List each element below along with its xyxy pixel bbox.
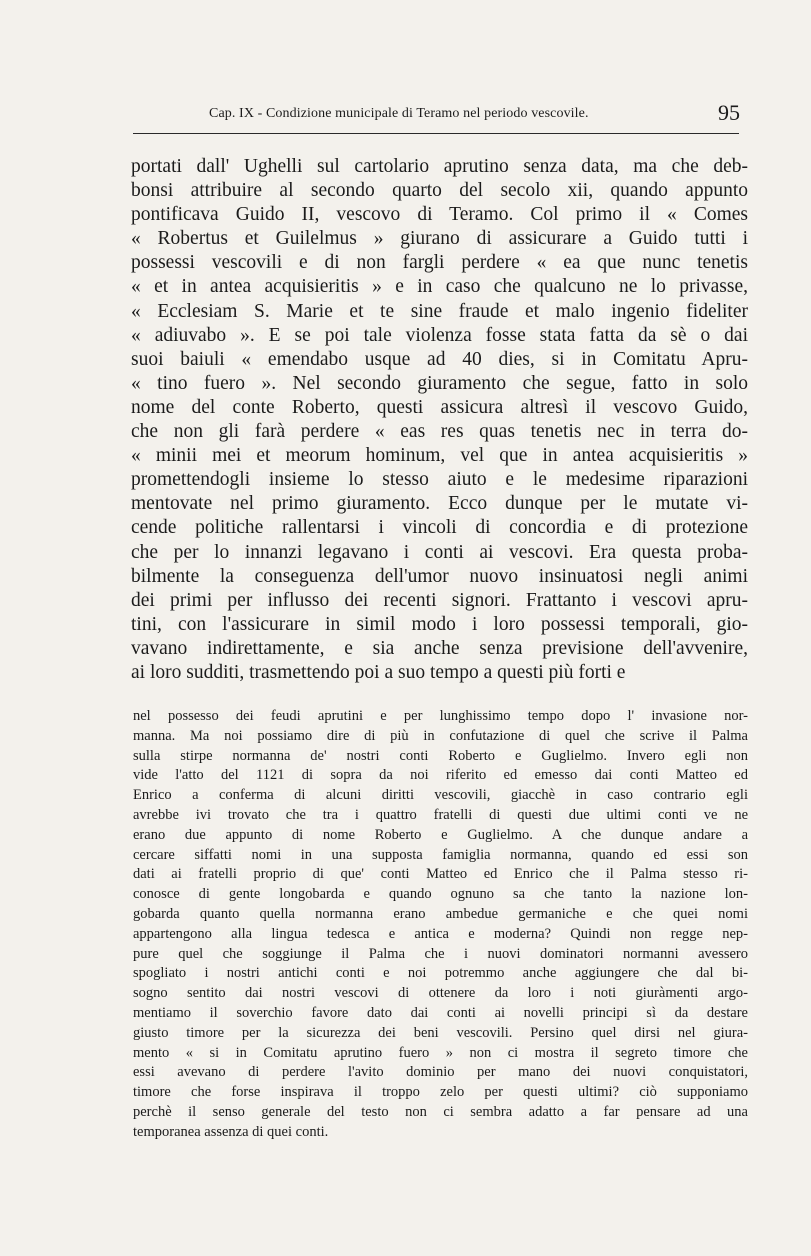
footnote-line: conosce di gente longobarda e quando ognuno sa che tanto la nazione lon- [133, 886, 748, 903]
body-line: « Ecclesiam S. Marie et te sine fraude et malo ingenio fideliter [131, 300, 748, 322]
footnote-line: avrebbe ivi trovato che tra i quattro fratelli di questi due ultimi conti ve ne [133, 806, 748, 823]
footnote-line: dati ai fratelli proprio di que' conti Matteo ed Enrico che il Palma stesso ri- [133, 866, 748, 883]
footnote-line: erano due appunto di nome Roberto e Guglielmo. A che dunque andare a [133, 826, 748, 843]
footnote-line: Enrico a conferma di alcuni diritti vescovili, giacchè in caso contrario egli [133, 787, 748, 804]
body-line: « et in antea acquisieritis » e in caso che qualcuno ne lo privasse, [131, 276, 748, 298]
footnote-line: perchè il senso generale del testo non ci sembra adatto a far pensare ad una [133, 1103, 748, 1120]
body-line: che per lo innanzi legavano i conti ai vescovi. Era questa proba- [131, 541, 748, 563]
footnote-line: gobarda quanto quella normanna erano ambedue germaniche e che quei nomi [133, 905, 748, 922]
footnote-line: cercare siffatti nomi in una supposta famiglia normanna, quando ed essi son [133, 846, 748, 863]
body-line: cende politiche rallentarsi i vincoli di concordia e di protezione [131, 517, 748, 539]
body-line: vavano indirettamente, e sia anche senza previsione dell'avvenire, [131, 637, 748, 659]
header-rule [133, 133, 739, 134]
page-number: 95 [718, 100, 740, 125]
running-header [133, 100, 748, 128]
body-line: bonsi attribuire al secondo quarto del secolo xii, quando appunto [131, 180, 748, 202]
body-line: bilmente la conseguenza dell'umor nuovo insinuatosi negli animi [131, 565, 748, 587]
body-line: portati dall' Ughelli sul cartolario aprutino senza data, ma che deb- [131, 156, 748, 177]
footnote-line: giusto timore per la sicurezza dei beni vescovili. Persino quel dirsi nel giura- [133, 1024, 748, 1041]
body-line: suoi baiuli « emendabo usque ad 40 dies, si in Comitatu Apru- [131, 348, 748, 370]
footnote-line: timore che forse inspirava il troppo zelo per questi ultimi? ciò supponiamo [133, 1084, 748, 1101]
footnote-line: mento « si in Comitatu aprutino fuero » non ci mostra il segreto timore che [133, 1044, 748, 1061]
chapter-title: Cap. IX - Condizione municipale di Teramo nel periodo vescovile. [209, 106, 589, 121]
footnote-line: manna. Ma noi possiamo dire di più in confutazione di quel che scrive il Palma [133, 727, 748, 744]
body-line: tini, con l'assicurare in simil modo i loro possessi temporali, gio- [131, 613, 748, 635]
footnote-line: temporanea assenza di quei conti. [133, 1123, 329, 1140]
body-line: « adiuvabo ». E se poi tale violenza fosse stata fatta da sè o dai [131, 324, 748, 346]
body-line: mentovate nel primo giuramento. Ecco dunque per le mutate vi- [131, 493, 748, 515]
footnote-line: pure quel che soggiunge il Palma che i nuovi dominatori normanni avessero [133, 945, 748, 962]
body-line: dei primi per influsso dei recenti signori. Frattanto i vescovi apru- [131, 589, 748, 611]
body-line: promettendogli insieme lo stesso aiuto e le medesime riparazioni [131, 469, 748, 491]
footnote-line: mentiamo il soverchio favore dato dai conti ai novelli principi sì da destare [133, 1004, 748, 1021]
body-line: possessi vescovili e di non fargli perdere « ea que nunc tenetis [131, 252, 748, 274]
main-text [131, 155, 748, 685]
body-line: « Robertus et Guilelmus » giurano di assicurare a Guido tutti i [131, 228, 748, 250]
footnote-line: sulla stirpe normanna de' nostri conti Roberto e Guglielmo. Invero egli non [133, 747, 748, 764]
body-line: « tino fuero ». Nel secondo giuramento che segue, fatto in solo [131, 372, 748, 394]
body-line: pontificava Guido II, vescovo di Teramo. Col primo il « Comes [131, 204, 748, 226]
footnote-line: sogno sentito dai nostri vescovi di ottenere da loro i noti giuràmenti argo- [133, 985, 748, 1002]
footnote-text [133, 707, 748, 1143]
footnote-line: essi avevano di perdere l'avito dominio per mano dei nuovi conquistatori, [133, 1064, 748, 1081]
footnote-line: vide l'atto del 1121 di sopra da noi riferito ed emesso dai conti Matteo ed [133, 767, 748, 784]
body-line: « minii mei et meorum hominum, vel que in antea acquisieritis » [131, 445, 748, 467]
footnote-line: nel possesso dei feudi aprutini e per lunghissimo tempo dopo l' invasione nor- [133, 708, 748, 724]
footnote-line: spogliato i nostri antichi conti e noi potremmo anche aggiungere che dal bi- [133, 965, 748, 982]
body-line: ai loro sudditi, trasmettendo poi a suo tempo a questi più forti e [131, 661, 626, 683]
body-line: che non gli farà perdere « eas res quas tenetis nec in terra do- [131, 421, 748, 443]
footnote-line: appartengono alla lingua tedesca e antica e moderna? Quindi non regge nep- [133, 925, 748, 942]
body-line: nome del conte Roberto, questi assicura altresì il vescovo Guido, [131, 396, 748, 418]
